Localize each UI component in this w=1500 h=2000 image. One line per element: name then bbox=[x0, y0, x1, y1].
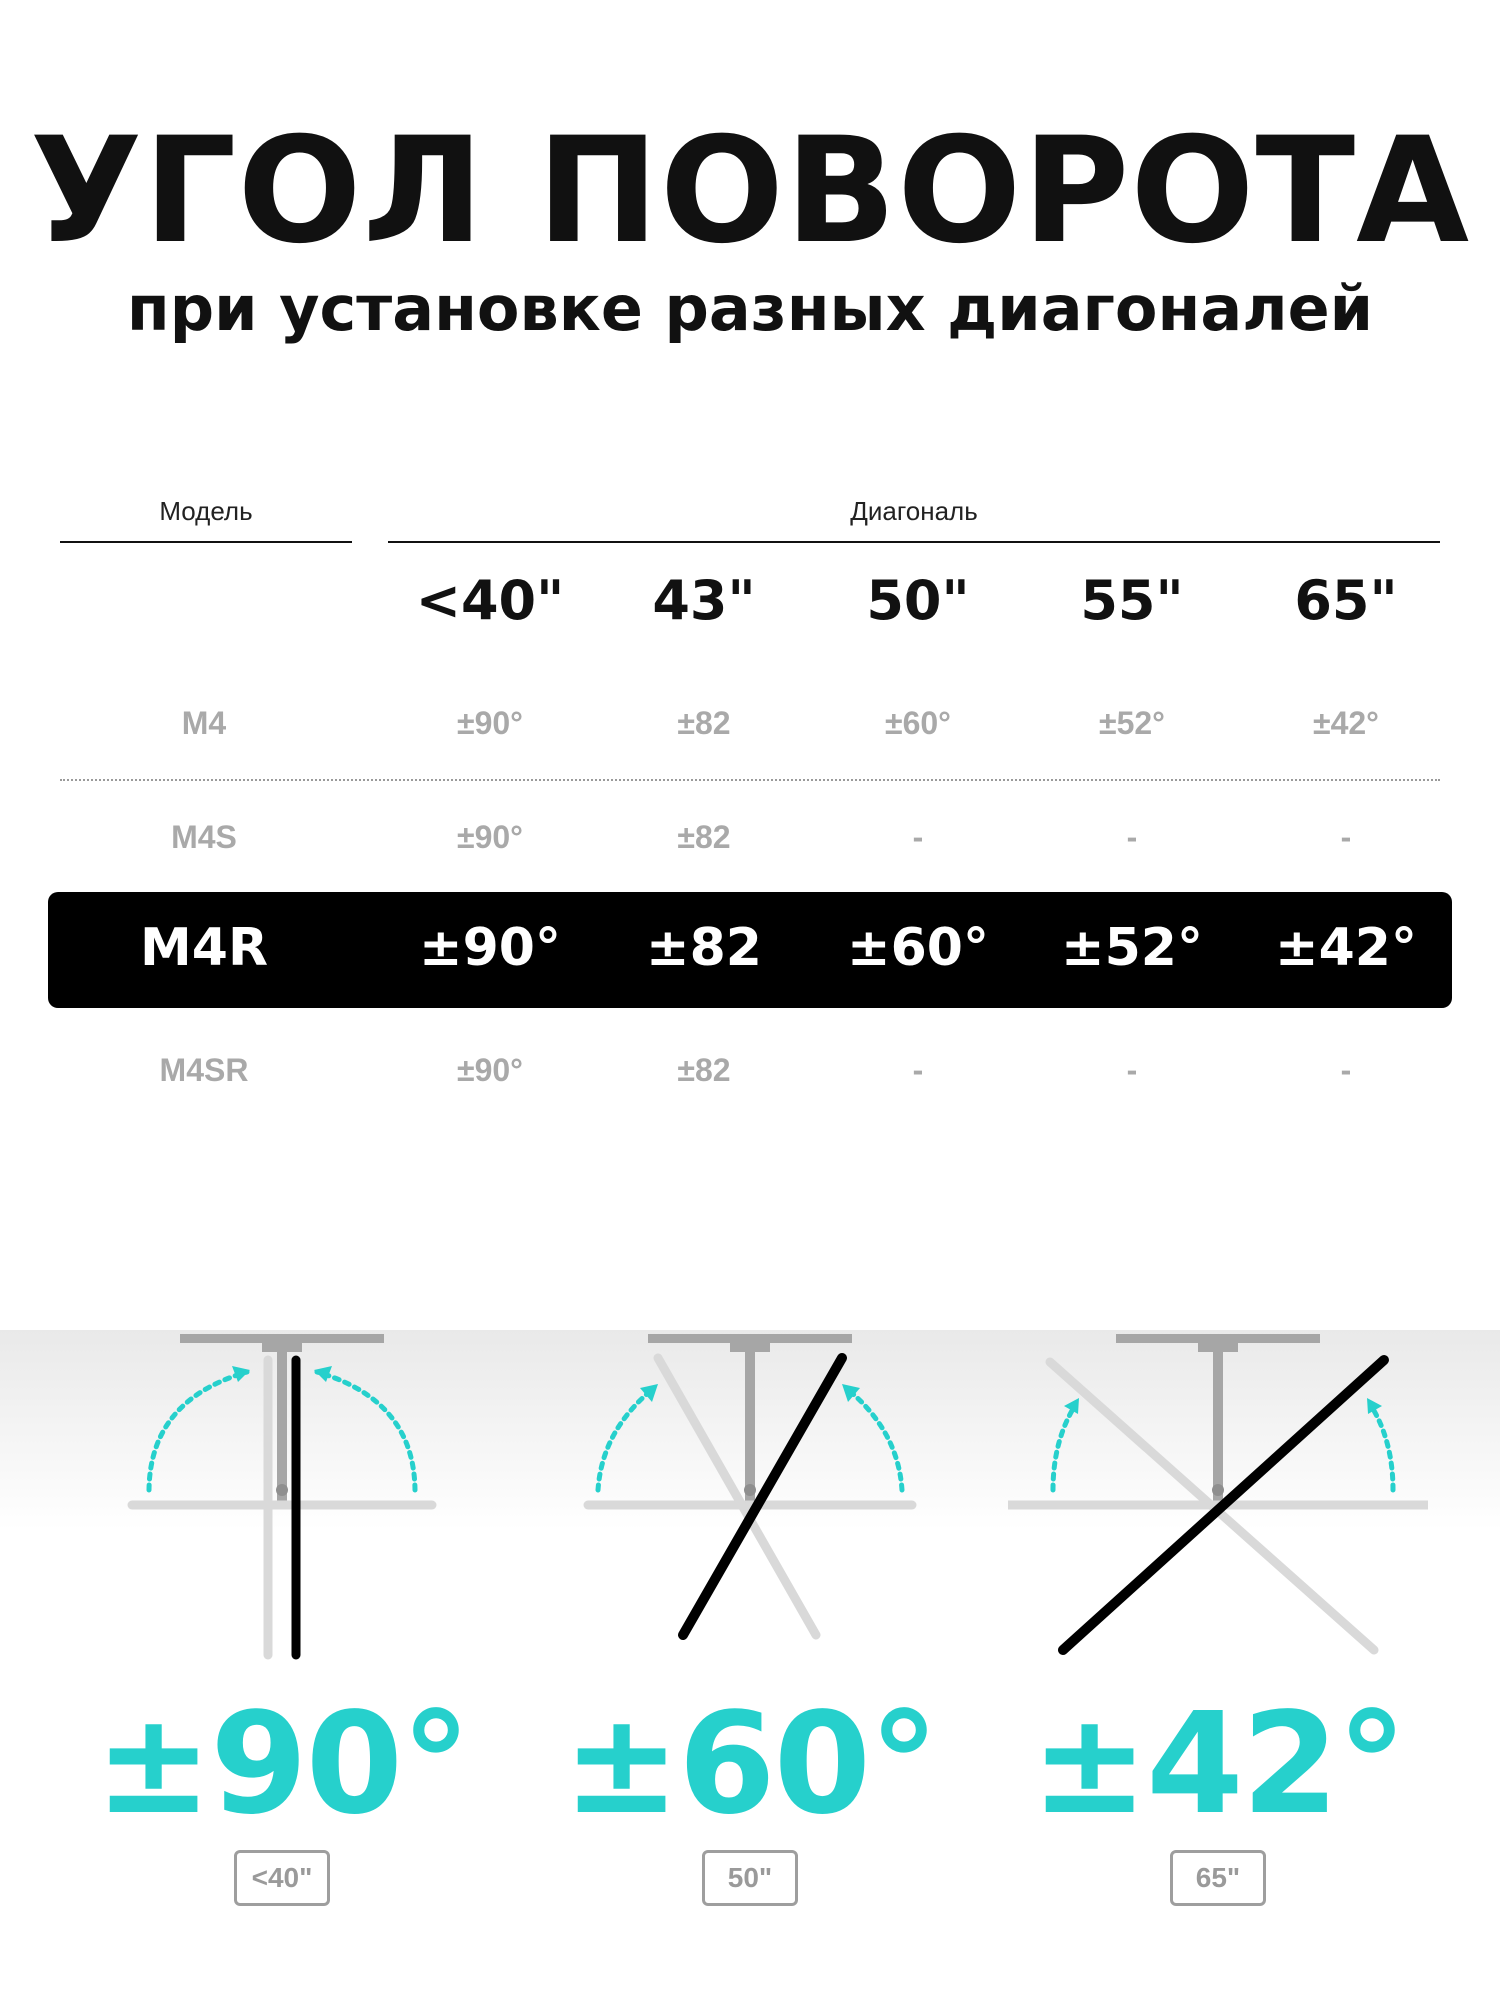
row-divider bbox=[60, 779, 1440, 781]
angle-value: ±82 bbox=[646, 918, 762, 978]
header-divider-diagonal bbox=[388, 541, 1440, 543]
size-header: 43" bbox=[652, 569, 756, 632]
angle-value: - bbox=[1340, 1052, 1352, 1088]
angle-value: ±90° bbox=[419, 918, 561, 978]
model-name: M4R bbox=[140, 918, 268, 978]
table-row-m4s bbox=[0, 807, 1500, 867]
column-header-model: Модель bbox=[159, 496, 253, 526]
header-divider-model bbox=[60, 541, 352, 543]
page-title: УГОЛ ПОВОРОТА bbox=[29, 106, 1471, 276]
angle-value: ±90° bbox=[457, 1052, 523, 1088]
angle-value: ±42° bbox=[1313, 705, 1379, 741]
angle-value: - bbox=[1340, 819, 1352, 855]
model-name: M4 bbox=[181, 705, 227, 741]
angle-value: ±60° bbox=[885, 705, 951, 741]
angle-value: ±82 bbox=[677, 819, 731, 855]
rotation-angle-value: ±42° bbox=[1030, 1683, 1406, 1846]
angle-value: ±42° bbox=[1275, 918, 1417, 978]
table-row-m4 bbox=[0, 693, 1500, 753]
rotation-diagram-60 bbox=[540, 1330, 960, 1680]
model-name: M4S bbox=[171, 819, 237, 855]
angle-value: - bbox=[1126, 819, 1138, 855]
rotation-diagram-42 bbox=[1008, 1330, 1428, 1680]
angle-value: - bbox=[1126, 1052, 1138, 1088]
table-row-m4sr bbox=[0, 1040, 1500, 1100]
size-header: 65" bbox=[1294, 569, 1398, 632]
rotation-diagram-90 bbox=[72, 1330, 492, 1680]
angle-value: ±82 bbox=[677, 1052, 731, 1088]
size-header: 50" bbox=[866, 569, 970, 632]
table-row-m4r-highlighted bbox=[0, 918, 1500, 978]
size-header: 55" bbox=[1080, 569, 1184, 632]
angle-value: - bbox=[912, 1052, 924, 1088]
page-subtitle: при установке разных диагоналей bbox=[126, 272, 1374, 345]
size-header-row bbox=[0, 571, 1500, 631]
angle-value: ±82 bbox=[677, 705, 731, 741]
angle-value: ±90° bbox=[457, 819, 523, 855]
size-header: <40" bbox=[415, 569, 565, 632]
angle-value: ±52° bbox=[1061, 918, 1203, 978]
rotation-angle-value: ±90° bbox=[94, 1683, 470, 1846]
diagonal-size-tag: <40" bbox=[234, 1850, 330, 1906]
angle-value: ±90° bbox=[457, 705, 523, 741]
diagonal-size-tag: 50" bbox=[702, 1850, 798, 1906]
angle-value: ±52° bbox=[1099, 705, 1165, 741]
diagonal-size-tag: 65" bbox=[1170, 1850, 1266, 1906]
angle-value: - bbox=[912, 819, 924, 855]
angle-value: ±60° bbox=[847, 918, 989, 978]
column-header-diagonal: Диагональ bbox=[850, 496, 978, 526]
model-name: M4SR bbox=[159, 1052, 249, 1088]
rotation-angle-value: ±60° bbox=[562, 1683, 938, 1846]
